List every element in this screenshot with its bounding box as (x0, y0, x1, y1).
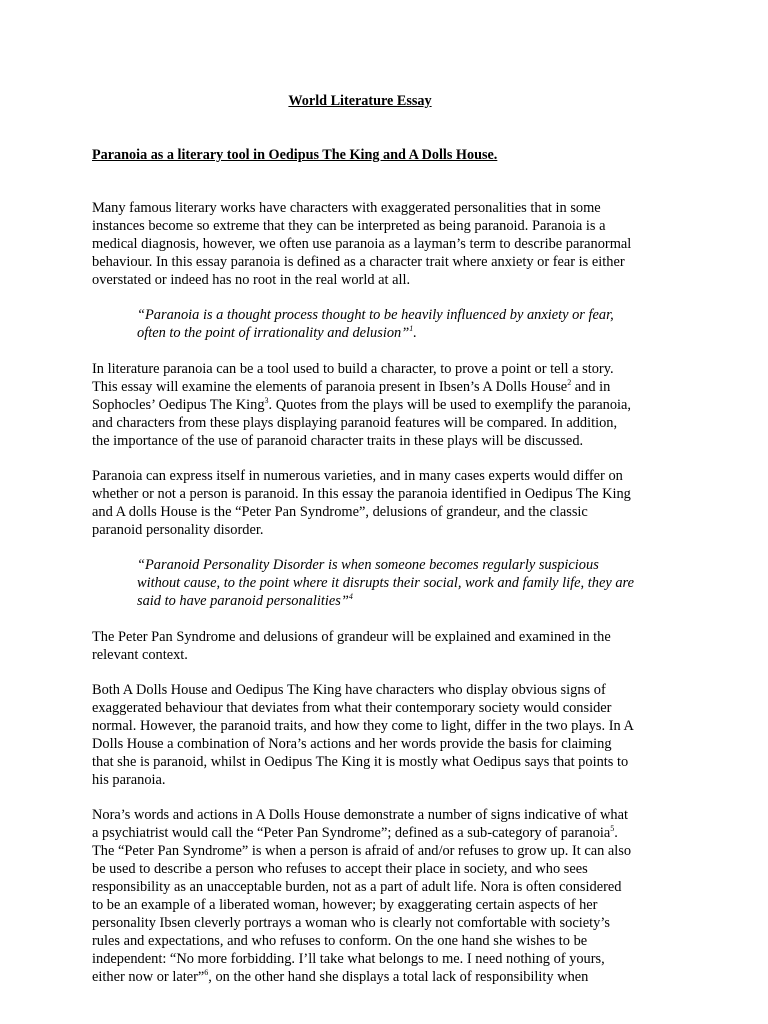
paragraph-1-line: medical diagnosis, however, we often use paranoia as a layman’s term to describe paranormal (92, 236, 632, 252)
paragraph-2-line: and characters from these plays displaying paranoid features will be compared. In addition, (92, 415, 618, 431)
paragraph-2-text: This essay will examine the elements of paranoia present in Ibsen’s A Dolls House (92, 379, 568, 395)
block-quote-1-line (137, 324, 417, 342)
paragraph-2-line (92, 378, 610, 396)
paragraph-2-text: Sophocles’ Oedipus The King (92, 397, 265, 413)
paragraph-6-text: either now or later” (92, 969, 205, 985)
paragraph-2-text: and in (571, 379, 611, 395)
block-quote-2-line: without cause, to the point where it disrupts their social, work and family life, they are (137, 575, 634, 591)
paragraph-1-line: Many famous literary works have characters with exaggerated personalities that in some (92, 200, 601, 216)
block-quote-2-line: “Paranoid Personality Disorder is when someone becomes regularly suspicious (137, 557, 599, 573)
paragraph-6-line: The “Peter Pan Syndrome” is when a person is afraid of and/or refuses to grow up. It can also (92, 843, 632, 859)
footnote-ref-2[interactable]: 2 (567, 378, 572, 387)
paragraph-1-line: behaviour. In this essay paranoia is defined as a character trait where anxiety or fear is either (92, 254, 625, 270)
paragraph-6-line: be used to describe a person who refuses to accept their place in society, and who sees (92, 861, 588, 877)
paragraph-6-line (92, 968, 588, 986)
block-quote-2-line (137, 592, 353, 610)
paragraph-5-line: normal. However, the paranoid traits, and how they come to light, differ in the two plays. In A (92, 718, 634, 734)
block-quote-2-text: said to have paranoid personalities” (137, 593, 349, 609)
paragraph-3-line: Paranoia can express itself in numerous varieties, and in many cases experts would differ on (92, 468, 623, 484)
block-quote-1-end: . (413, 325, 417, 341)
paragraph-5-line: that she is paranoid, whilst in Oedipus The King it is mostly what Oedipus says that points to (92, 754, 629, 770)
paragraph-5-line: exaggerated behaviour that deviates from what their contemporary society would consider (92, 700, 612, 716)
paragraph-2-line: the importance of the use of paranoid character traits in these plays will be discussed. (92, 433, 584, 449)
footnote-ref-5[interactable]: 5 (610, 824, 615, 833)
paragraph-5-line: his paranoia. (92, 772, 166, 788)
paragraph-6-line: Nora’s words and actions in A Dolls House demonstrate a number of signs indicative of what (92, 807, 628, 823)
paragraph-2-text: . Quotes from the plays will be used to exemplify the paranoia, (268, 397, 632, 413)
paragraph-3-line: paranoid personality disorder. (92, 522, 264, 538)
footnote-ref-3[interactable]: 3 (264, 396, 269, 405)
paragraph-6-text: . (614, 825, 618, 841)
paragraph-1-line: overstated or indeed has no root in the real world at all. (92, 272, 411, 288)
paragraph-6-line: to be an example of a liberated woman, however; by exaggerating certain aspects of her (92, 897, 598, 913)
paragraph-2-line: In literature paranoia can be a tool used to build a character, to prove a point or tell a story. (92, 361, 614, 377)
footnote-ref-6[interactable]: 6 (204, 968, 209, 977)
paragraph-6-line: responsibility as an unacceptable burden, not as a part of adult life. Nora is often considered (92, 879, 622, 895)
paragraph-3-line: whether or not a person is paranoid. In this essay the paranoia identified in Oedipus The King (92, 486, 631, 502)
block-quote-1-line: “Paranoia is a thought process thought to be heavily influenced by anxiety or fear, (137, 307, 614, 323)
paragraph-6-text: , on the other hand she displays a total lack of responsibility when (208, 969, 589, 985)
paragraph-1-line: instances become so extreme that they can be interpreted as being paranoid. Paranoia is a (92, 218, 606, 234)
paragraph-5-line: Both A Dolls House and Oedipus The King have characters who display obvious signs of (92, 682, 606, 698)
block-quote-1-text: often to the point of irrationality and delusion” (137, 325, 410, 341)
paragraph-6-text: a psychiatrist would call the “Peter Pan Syndrome”; defined as a sub-category of paranoia (92, 825, 611, 841)
paragraph-6-line (92, 824, 618, 842)
paragraph-6-line: independent: “No more forbidding. I’ll take what belongs to me. I need nothing of yours, (92, 951, 605, 967)
paragraph-3-line: and A dolls House is the “Peter Pan Syndrome”, delusions of grandeur, and the classic (92, 504, 588, 520)
paragraph-4-line: The Peter Pan Syndrome and delusions of grandeur will be explained and examined in the (92, 629, 611, 645)
document-subtitle: Paranoia as a literary tool in Oedipus The King and A Dolls House. (92, 147, 498, 163)
paragraph-6-line: rules and expectations, and who refuses to conform. On the one hand she wishes to be (92, 933, 588, 949)
paragraph-6-line: personality Ibsen cleverly portrays a woman who is clearly not comfortable with society’s (92, 915, 610, 931)
footnote-ref-1[interactable]: 1 (409, 324, 414, 333)
paragraph-4-line: relevant context. (92, 647, 188, 663)
paragraph-2-line (92, 396, 631, 414)
document-title: World Literature Essay (288, 93, 432, 109)
paragraph-5-line: Dolls House a combination of Nora’s actions and her words provide the basis for claiming (92, 736, 612, 752)
footnote-ref-4[interactable]: 4 (348, 592, 353, 601)
